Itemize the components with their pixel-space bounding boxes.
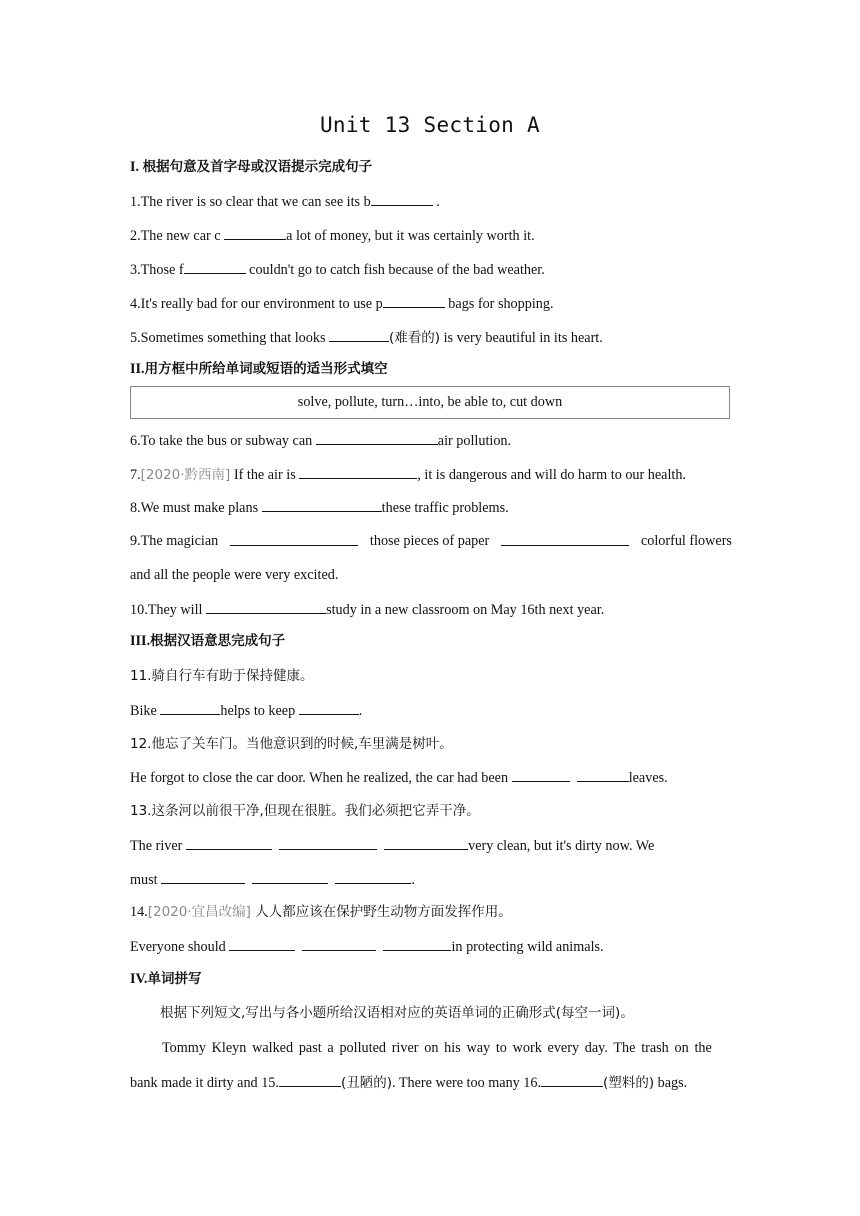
question-11 xyxy=(130,700,732,721)
question-13-text: The river xyxy=(130,838,186,854)
question-1-end: . xyxy=(432,194,440,210)
answer-blank[interactable] xyxy=(371,191,433,206)
answer-blank[interactable] xyxy=(230,531,358,546)
answer-blank[interactable] xyxy=(299,464,417,479)
question-13-cont-text: must xyxy=(130,872,162,888)
question-7-text: If the air is xyxy=(230,467,300,483)
question-1-text: 1.The river is so clear that we can see its b xyxy=(130,194,371,210)
section-3-title: 根据汉语意思完成句子 xyxy=(150,633,286,649)
question-8-text: 8.We must make plans xyxy=(130,500,262,516)
answer-blank[interactable] xyxy=(299,700,359,715)
question-6-text: 6.To take the bus or subway can xyxy=(130,433,316,449)
passage-line-2-middle: . There were too many 16. xyxy=(391,1075,542,1091)
question-11-middle: helps to keep xyxy=(220,703,299,719)
answer-blank[interactable] xyxy=(383,293,445,308)
section-3-heading xyxy=(130,631,285,651)
answer-blank[interactable] xyxy=(279,835,377,850)
question-13-middle: very clean, but it's dirty now. We xyxy=(468,838,655,854)
answer-blank[interactable] xyxy=(302,936,376,951)
section-4-title: 单词拼写 xyxy=(147,971,202,987)
question-11-prompt: 11.骑自行车有助于保持健康。 xyxy=(130,668,314,684)
question-7-source: [2020·黔西南] xyxy=(140,467,231,483)
answer-blank[interactable] xyxy=(184,259,246,274)
question-9-continuation: and all the people were very excited. xyxy=(130,567,339,583)
question-11-text: Bike xyxy=(130,703,161,719)
question-8-end: these traffic problems. xyxy=(381,500,509,516)
question-12-prompt: 12.他忘了关车门。当他意识到的时候,车里满是树叶。 xyxy=(130,736,453,752)
question-2-text: 2.The new car c xyxy=(130,228,225,244)
section-2-title: 用方框中所给单词或短语的适当形式填空 xyxy=(144,361,388,377)
answer-blank[interactable] xyxy=(335,869,411,884)
question-7-number: 7. xyxy=(130,467,141,483)
passage-line-2-end: bags. xyxy=(654,1075,688,1091)
passage-line-2-text: bank made it dirty and 15. xyxy=(130,1075,279,1091)
question-3-end: couldn't go to catch fish because of the bad weather. xyxy=(245,262,545,278)
question-14-text: Everyone should xyxy=(130,939,230,955)
passage-line-1 xyxy=(162,1038,730,1058)
answer-blank[interactable] xyxy=(329,327,389,342)
answer-blank[interactable] xyxy=(160,700,220,715)
question-9 xyxy=(130,531,732,551)
question-7-end: , it is dangerous and will do harm to our health. xyxy=(417,467,687,483)
question-12-text: He forgot to close the car door. When he realized, the car had been xyxy=(130,770,512,786)
question-5-text: 5.Sometimes something that looks xyxy=(130,330,330,346)
question-12 xyxy=(130,767,732,788)
answer-blank[interactable] xyxy=(512,767,570,782)
answer-blank[interactable] xyxy=(541,1072,603,1087)
section-4-instruction: 根据下列短文,写出与各小题所给汉语相对应的英语单词的正确形式(每空一词)。 xyxy=(160,1005,634,1021)
question-7 xyxy=(130,464,732,485)
question-11-end: . xyxy=(358,703,363,719)
answer-blank[interactable] xyxy=(161,869,245,884)
answer-blank[interactable] xyxy=(383,936,451,951)
answer-blank[interactable] xyxy=(229,936,295,951)
question-14-source: [2020·宜昌改编] xyxy=(147,904,251,920)
answer-blank[interactable] xyxy=(384,835,468,850)
question-12-end: leaves. xyxy=(628,770,668,786)
question-14-number: 14. xyxy=(130,904,148,920)
question-3 xyxy=(130,259,732,280)
answer-blank[interactable] xyxy=(224,225,286,240)
answer-blank[interactable] xyxy=(501,531,629,546)
question-14-prompt xyxy=(130,902,732,922)
section-2-heading xyxy=(130,359,388,379)
section-1-number: I. xyxy=(130,159,140,175)
answer-blank[interactable] xyxy=(262,497,382,512)
section-1-heading xyxy=(130,157,372,177)
question-14-chinese: 人人都应该在保护野生动物方面发挥作用。 xyxy=(250,904,512,920)
passage-hint-15: (丑陋的) xyxy=(340,1075,392,1091)
answer-blank[interactable] xyxy=(186,835,272,850)
question-9-end: colorful flowers xyxy=(640,533,732,549)
page-title: Unit 13 Section A xyxy=(319,113,541,137)
answer-blank[interactable] xyxy=(252,869,328,884)
question-5 xyxy=(130,327,732,348)
passage-line-1-text: Tommy Kleyn walked past a polluted river on his way to work every day. The trash on the xyxy=(162,1040,712,1056)
question-13-end: . xyxy=(411,872,415,888)
section-2-number: II. xyxy=(130,361,145,377)
question-4 xyxy=(130,293,732,314)
section-3-number: III. xyxy=(130,633,151,649)
question-2-end: a lot of money, but it was certainly worth it. xyxy=(286,228,535,244)
question-4-end: bags for shopping. xyxy=(444,296,554,312)
section-1-title: 根据句意及首字母或汉语提示完成句子 xyxy=(142,159,373,175)
section-4-number: IV. xyxy=(130,971,148,987)
section-4-heading xyxy=(130,969,201,989)
passage-line-2 xyxy=(130,1072,732,1093)
answer-blank[interactable] xyxy=(279,1072,341,1087)
question-9-text: 9.The magician xyxy=(130,533,219,549)
question-10-end: study in a new classroom on May 16th next year. xyxy=(326,602,605,618)
question-14-end: in protecting wild animals. xyxy=(451,939,604,955)
question-6 xyxy=(130,430,732,451)
question-13 xyxy=(130,835,732,856)
question-9-middle: those pieces of paper xyxy=(369,533,490,549)
question-10 xyxy=(130,599,732,620)
question-8 xyxy=(130,497,732,518)
answer-blank[interactable] xyxy=(577,767,629,782)
question-10-text: 10.They will xyxy=(130,602,207,618)
question-3-text: 3.Those f xyxy=(130,262,184,278)
word-bank-box: solve, pollute, turn…into, be able to, cut down xyxy=(130,386,730,419)
answer-blank[interactable] xyxy=(206,599,326,614)
question-1 xyxy=(130,191,732,212)
answer-blank[interactable] xyxy=(316,430,438,445)
question-6-end: air pollution. xyxy=(437,433,512,449)
question-13-continuation xyxy=(130,869,732,890)
passage-hint-16: (塑料的) xyxy=(603,1075,655,1091)
question-5-end: is very beautiful in its heart. xyxy=(440,330,603,346)
question-4-text: 4.It's really bad for our environment to use p xyxy=(130,296,383,312)
question-5-hint: (难看的) xyxy=(389,330,441,346)
question-13-prompt: 13.这条河以前很干净,但现在很脏。我们必须把它弄干净。 xyxy=(130,803,480,819)
question-14 xyxy=(130,936,732,957)
question-2 xyxy=(130,225,732,246)
